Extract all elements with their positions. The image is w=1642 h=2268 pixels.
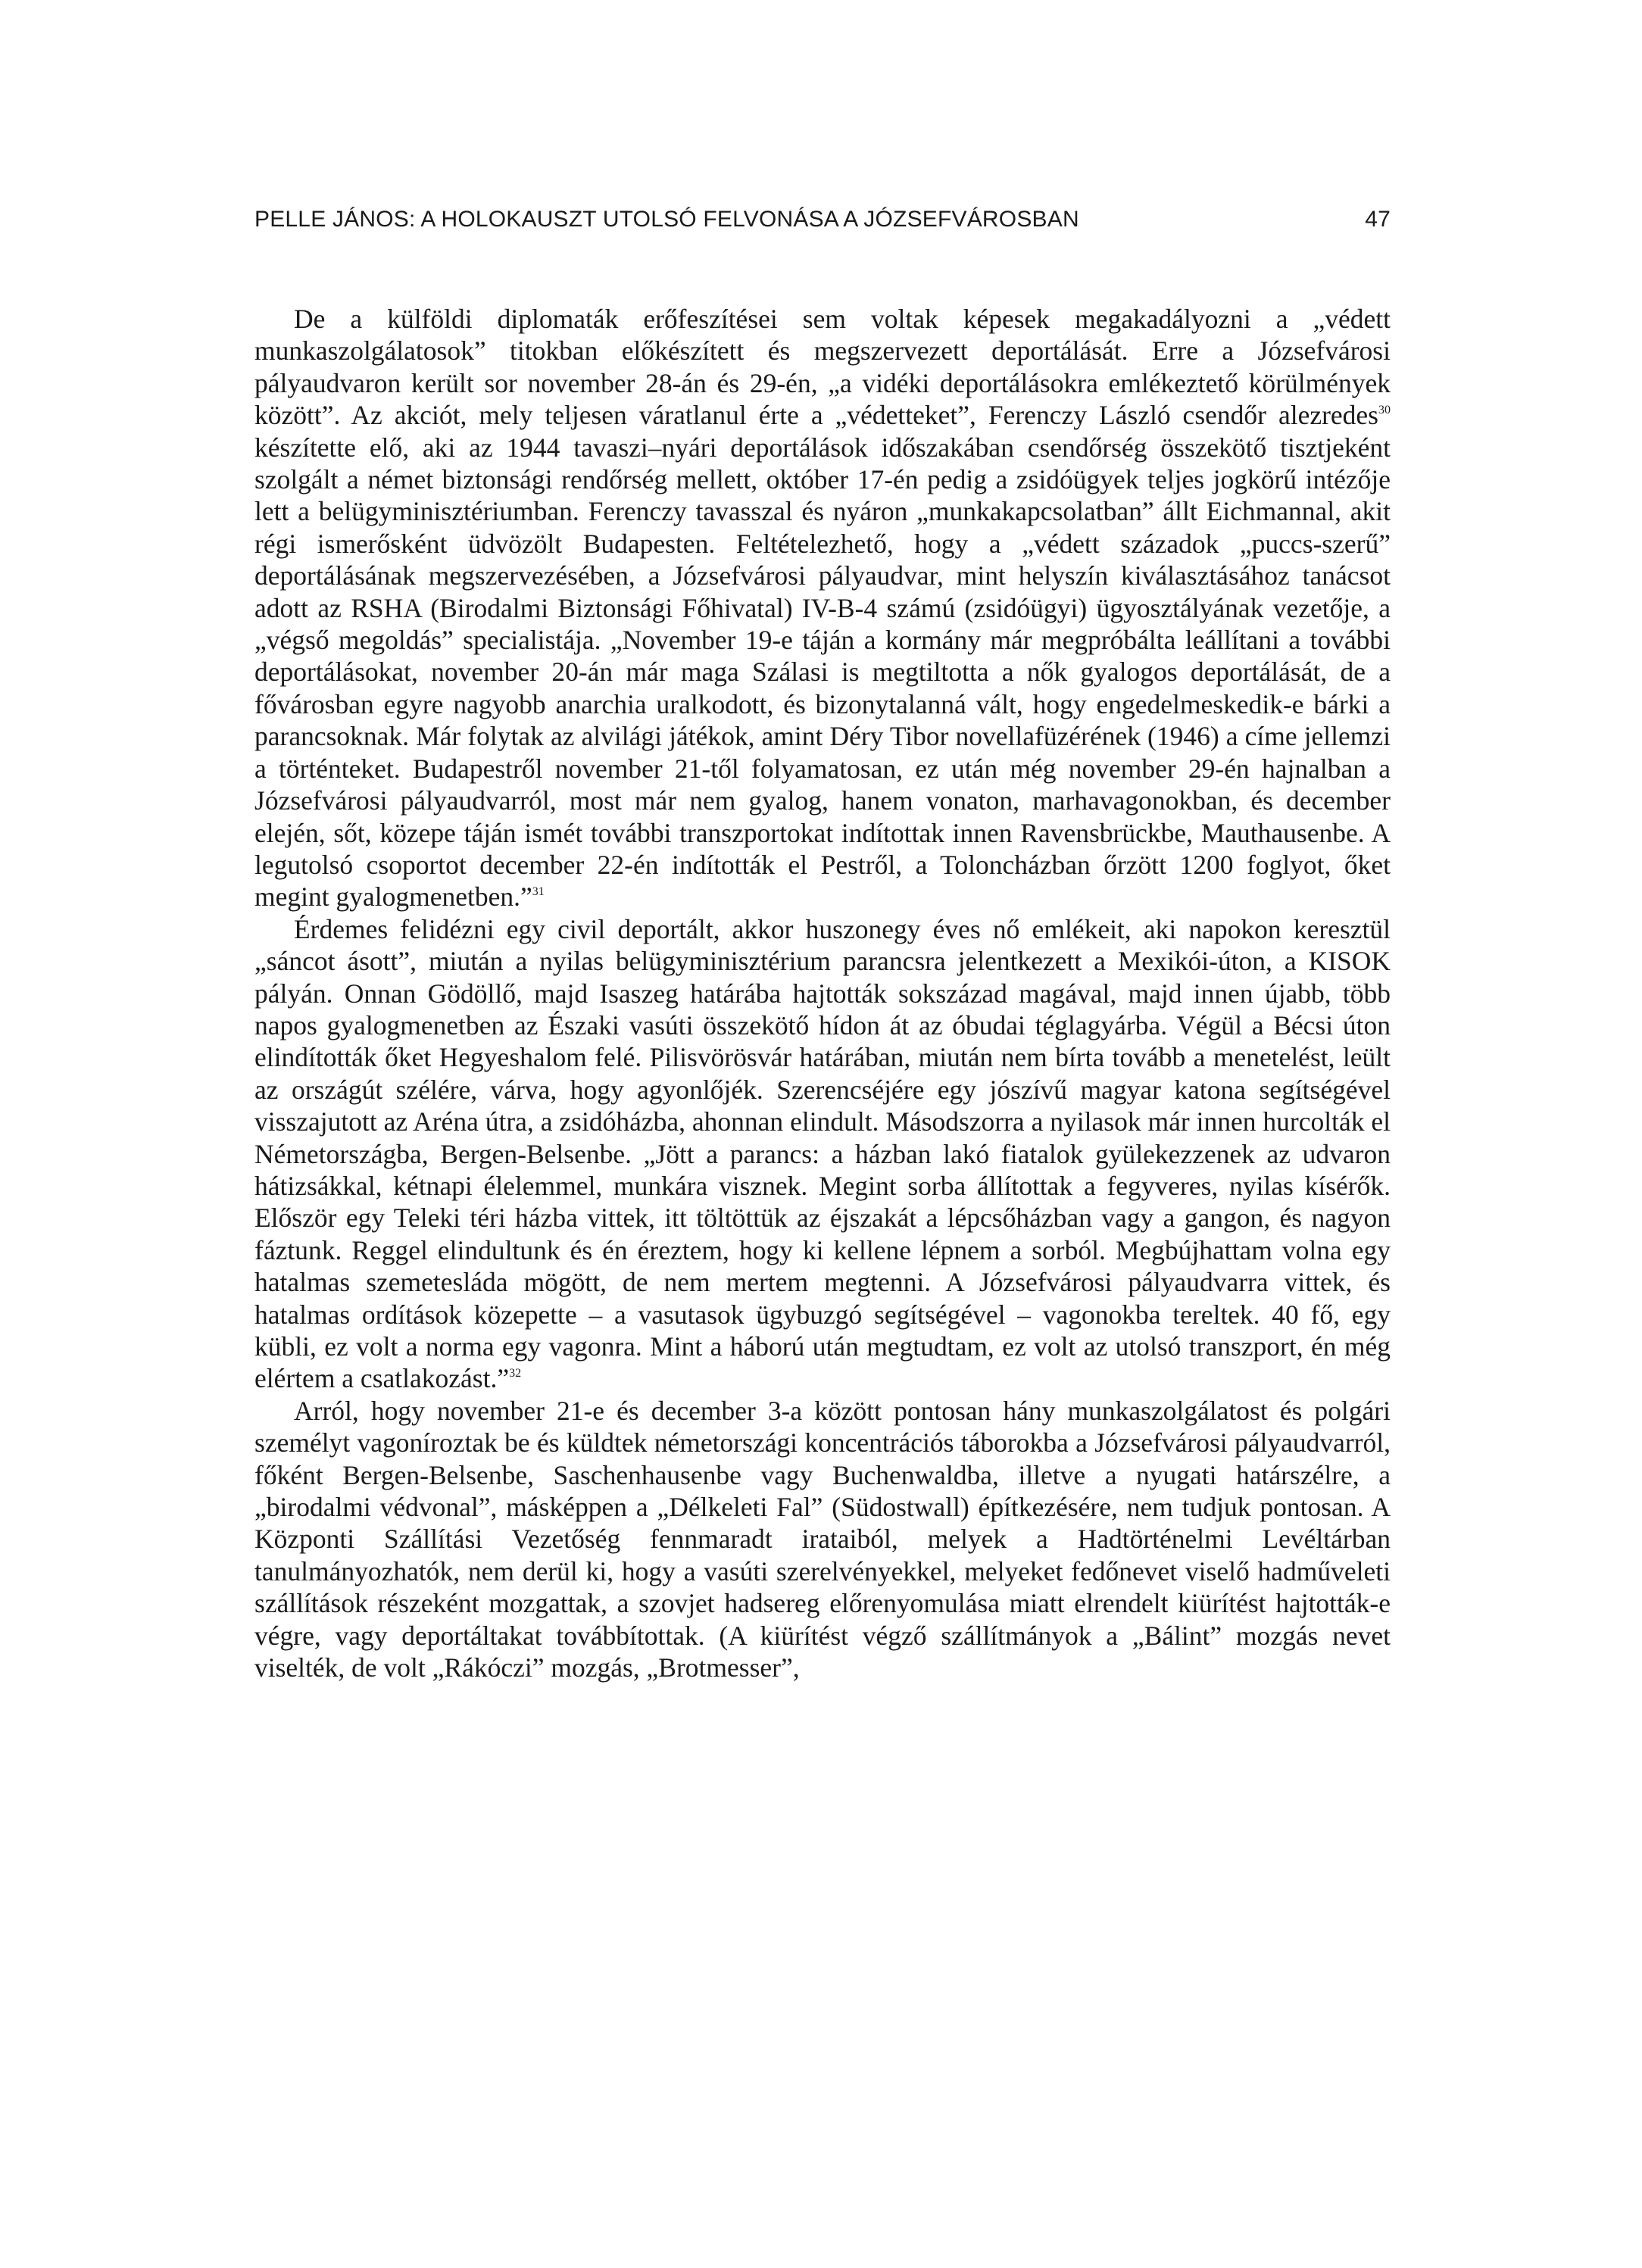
paragraph-2 xyxy=(254,913,1391,1395)
paragraph-1-text-b: készítette elő, aki az 1944 tavaszi–nyári deportálások időszakában csendőrség összekötő tisztjeként szolgált a német biztonsági rendőrség mellett, október 17-én pedig a zsidóügyek teljes jogkörű intézője lett a belügyminisztériumban. Ferenczy tavasszal és nyáron „munkakapcsolatban” állt Eichmannal, akit régi ismerősként üdvözölt Budapesten. Feltételezhető, hogy a „védett századok „puccs-szerű” deportálásának megszervezésében, a Józsefvárosi pályaudvar, mint helyszín kiválasztásához tanácsot adott az RSHA (Birodalmi Biztonsági Főhivatal) IV-B-4 számú (zsidóügyi) ügyosztályának vezetője, a „végső megoldás” specialistája. „November 19-e táján a kormány már megpróbálta leállítani a további deportálásokat, november 20-án már maga Szálasi is megtiltotta a nők gyalogos deportálását, de a fővárosban egyre nagyobb anarchia uralkodott, és bizonytalanná vált, hogy engedelmeskedik-e bárki a parancsoknak. Már folytak az alvilági játékok, amint Déry Tibor novellafüzérének (1946) a címe jellemzi a történteket. Budapestről november 21-től folyamatosan, ez után még november 29-én hajnalban a Józsefvárosi pályaudvarról, most már nem gyalog, hanem vonaton, marhavagonokban, és december elején, sőt, közepe táján ismét további transzportokat indítottak innen Ravensbrückbe, Mauthausenbe. A legutolsó csoportot december 22-én indították el Pestről, a Toloncházban őrzött 1200 foglyot, őket megint gyalogmenetben.” xyxy=(254,432,1391,913)
running-title: PELLE JÁNOS: A HOLOKAUSZT UTOLSÓ FELVONÁSA A JÓZSEFVÁROSBAN xyxy=(254,207,1079,232)
paragraph-1-text-a: De a külföldi diplomaták erőfeszítései sem voltak képesek megakadályozni a „védett munkaszolgálatosok” titokban előkészített és megszervezett deportálását. Erre a Józsefvárosi pályaudvaron került sor november 28-án és 29-én, „a vidéki deportálásokra emlékeztető körülmények között”. Az akciót, mely teljesen váratlanul érte a „védetteket”, Ferenczy László csendőr alezredes xyxy=(254,304,1391,431)
footnote-ref-32: 32 xyxy=(509,1367,522,1380)
paragraph-3-text: Arról, hogy november 21-e és december 3-a között pontosan hány munkaszolgálatost és polgári személyt vagoníroztak be és küldtek németországi koncentrációs táborokba a Józsefvárosi pályaudvarról, főként Bergen-Belsenbe, Saschenhausenbe vagy Buchenwaldba, illetve a nyugati határszélre, a „birodalmi védvonal”, másképpen a „Délkeleti Fal” (Südostwall) építkezésére, nem tudjuk pontosan. A Központi Szállítási Vezetőség fennmaradt irataiból, melyek a Hadtörténelmi Levéltárban tanulmányozhatók, nem derül ki, hogy a vasúti szerelvényekkel, melyeket fedőnevet viselő hadműveleti szállítások részeként mozgattak, a szovjet hadsereg előrenyomulása miatt elrendelt kiürítést hajtották-e végre, vagy deportáltakat továbbítottak. (A kiürítést végző szállítmányok a „Bálint” mozgás nevet viselték, de volt „Rákóczi” mozgás, „Brotmesser”, xyxy=(254,1395,1391,1683)
paragraph-3 xyxy=(254,1395,1391,1684)
document-page xyxy=(254,0,1391,2268)
page-number: 47 xyxy=(1365,207,1391,232)
paragraph-1 xyxy=(254,303,1391,913)
paragraph-2-text: Érdemes felidézni egy civil deportált, akkor huszonegy éves nő emlékeit, aki napokon keresztül „sáncot ásott”, miután a nyilas belügyminisztérium parancsra jelentkezett a Mexikói-úton, a KISOK pályán. Onnan Gödöllő, majd Isaszeg határába hajtották sokszázad magával, majd innen újabb, több napos gyalogmenetben az Északi vasúti összekötő hídon át az óbudai téglagyárba. Végül a Bécsi úton elindították őket Hegyeshalom felé. Pilisvörösvár határában, miután nem bírta tovább a menetelést, leült az országút szélére, várva, hogy agyonlőjék. Szerencséjére egy jószívű magyar katona segítségével visszajutott az Aréna útra, a zsidóházba, ahonnan elindult. Másodszorra a nyilasok már innen hurcolták el Németországba, Bergen-Belsenbe. „Jött a parancs: a házban lakó fiatalok gyülekezzenek az udvaron hátizsákkal, kétnapi élelemmel, munkára visznek. Megint sorba állítottak a fegyveres, nyilas kísérők. Először egy Teleki téri házba vittek, itt töltöttük az éjszakát a lépcsőházban vagy a gangon, és nagyon fáztunk. Reggel elindultunk és én éreztem, hogy ki kellene lépnem a sorból. Megbújhattam volna egy hatalmas szemetesláda mögött, de nem mertem megtenni. A Józsefvárosi pályaudvarra vittek, és hatalmas ordítások közepette – a vasutasok ügybuzgó segítségével – vagonokba tereltek. 40 fő, egy kübli, ez volt a norma egy vagonra. Mint a háború után megtudtam, ez volt az utolsó transzport, én még elértem a csatlakozást.” xyxy=(254,913,1391,1394)
footnote-ref-31: 31 xyxy=(532,885,545,899)
body-text xyxy=(254,303,1391,1683)
footnote-ref-30: 30 xyxy=(1378,404,1391,417)
running-header xyxy=(254,203,1391,236)
